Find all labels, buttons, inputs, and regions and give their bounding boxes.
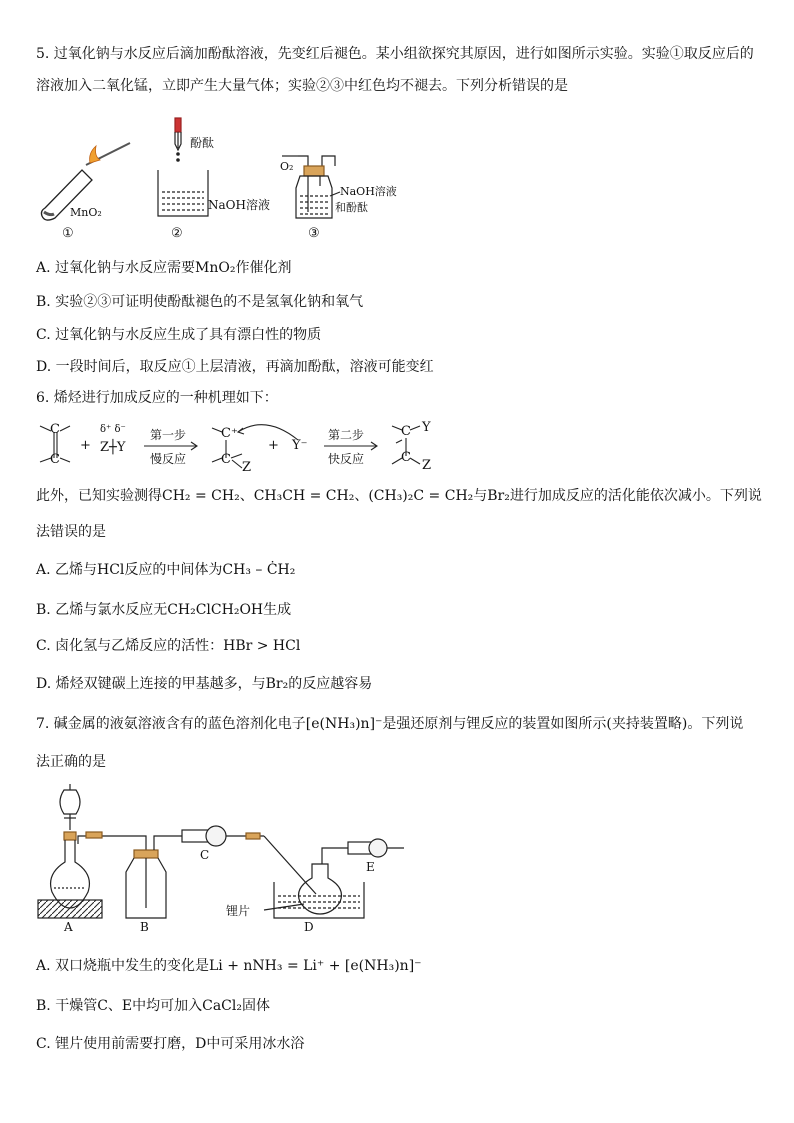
product-c-bottom: C [401,450,411,465]
delta-charges: δ⁺ δ⁻ [100,424,126,435]
experiment-3-number: ③ [308,226,320,241]
q5-option-d: D. 一段时间后，取反应①上层清液，再滴加酚酞，溶液可能变红 [36,359,434,375]
plus-sign-2: + [268,438,279,453]
lithium-label: 锂片 [226,904,251,918]
step2-label: 第二步 [328,428,365,442]
q6-text-line1: 此外，已知实验测得CH₂ = CH₂、CH₃CH = CH₂、(CH₃)₂C = CH₂与Br₂进行加成反应的活化能依次减小。下列说 [36,488,762,504]
q7-option-a: A. 双口烧瓶中发生的变化是Li + nNH₃ = Li⁺ + [e(NH₃)n]⁻ [36,958,422,974]
q6-option-d: D. 烯烃双键碳上连接的甲基越多，与Br₂的反应越容易 [36,676,373,692]
apparatus-label-a: A [64,920,73,934]
plus-sign-1: + [80,438,91,453]
q6-option-c: C. 卤化氢与乙烯反应的活性：HBr > HCl [36,638,301,654]
y-anion: Y⁻ [292,438,308,453]
q5-stem-line1: 5. 过氧化钠与水反应后滴加酚酞溶液，先变红后褪色。某小组欲探究其原因，进行如图所示实验。实验①取反应后的 [36,46,754,62]
q5-option-c: C. 过氧化钠与水反应生成了具有漂白性的物质 [36,327,322,343]
alkene-c-bottom: C [50,452,60,467]
phenolphthalein-label: 酚酞 [190,136,215,150]
q7-stem-line1: 7. 碱金属的液氨溶液含有的蓝色溶剂化电子[e(NH₃)n]⁻是强还原剂与锂反应的装置如图所示(夹持装置略)。下列说 [36,716,744,732]
q5-figure [30,108,430,248]
apparatus-label-d: D [304,920,314,934]
q5-option-b: B. 实验②③可证明使酚酞褪色的不是氢氧化钠和氧气 [36,294,364,310]
q7-apparatus [34,782,414,942]
experiment-1-number: ① [62,226,74,241]
carbocation-c: C⁺ [221,426,238,441]
q6-text-line2: 法错误的是 [36,524,106,540]
q6-mechanism [36,418,456,476]
product-c-top: C [401,424,411,439]
apparatus-label-c: C [200,848,210,862]
experiment-2-number: ② [171,226,183,241]
q6-option-b: B. 乙烯与氯水反应无CH₂ClCH₂OH生成 [36,602,292,618]
product-y: Y [422,420,431,435]
carbocation-z: Z [242,460,252,475]
apparatus-drawing [34,782,414,942]
o2-label: O₂ [280,160,294,173]
q7-option-b: B. 干燥管C、E中均可加入CaCl₂固体 [36,998,270,1014]
step1-label: 第一步 [150,428,187,442]
naoh-phenol-label-1: NaOH溶液 [340,185,397,198]
q7-stem-line2: 法正确的是 [36,754,106,770]
z-y-reagent: Z┼Y [100,440,126,455]
step2-rate: 快反应 [328,452,365,466]
step1-rate: 慢反应 [150,452,187,466]
q5-apparatus-drawing [30,108,430,248]
naoh-phenol-label-2: 和酚酞 [335,201,368,214]
mno2-label: MnO₂ [70,206,102,219]
q6-option-a: A. 乙烯与HCl反应的中间体为CH₃ – ĊH₂ [36,562,296,578]
carbocation-c-lower: C [221,452,231,467]
naoh-label: NaOH溶液 [208,198,270,212]
q7-option-c: C. 锂片使用前需要打磨，D中可采用冰水浴 [36,1036,305,1052]
alkene-c-top: C [50,422,60,437]
q5-option-a: A. 过氧化钠与水反应需要MnO₂作催化剂 [36,260,292,276]
apparatus-label-b: B [140,920,149,934]
apparatus-label-e: E [366,860,375,874]
q5-stem-line2: 溶液加入二氧化锰，立即产生大量气体；实验②③中红色均不褪去。下列分析错误的是 [36,78,568,94]
product-z: Z [422,458,432,473]
q6-stem: 6. 烯烃进行加成反应的一种机理如下： [36,390,278,406]
